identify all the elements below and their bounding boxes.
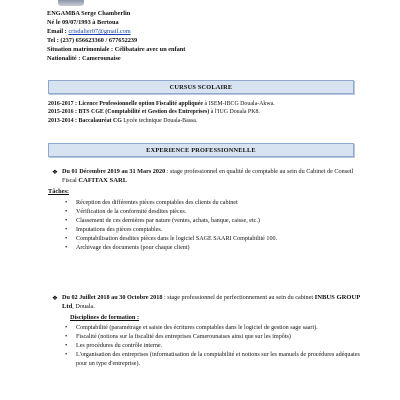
- section-header-cursus: CURSUS SCOLAIRE: [48, 80, 354, 94]
- job-location: , Douala.: [72, 302, 95, 310]
- disciplines-heading: Disciplines de formation :: [70, 314, 140, 321]
- nationality: Nationalité : Camerounaise: [47, 55, 121, 63]
- birth-info: Né le 09/07/1993 à Bertoua: [47, 19, 119, 27]
- list-item: • Comptabilité (paramétrage et saisie des écritures comptables dans le logiciel de gestion sage saari).: [62, 324, 362, 333]
- job-entry: [52, 294, 362, 312]
- email-line: [47, 27, 347, 36]
- disciplines-list: [62, 324, 362, 369]
- list-item: • Imputations des pièces comptables.: [62, 226, 362, 235]
- profile-photo: [58, 0, 84, 6]
- company-name: INBUS GROUP Ltd: [62, 294, 360, 310]
- email-label: Email :: [47, 28, 67, 36]
- phone-line: Tel : (237) 656623360 / 677652239: [47, 37, 138, 45]
- education-item: 2016-2017 : Licence Professionnelle option Fiscalité appliquée à ISEM-IBCG Douala-Akwa.: [48, 101, 275, 107]
- candidate-name: ENGAMBA Serge Chamberlin: [47, 10, 131, 17]
- tasks-heading: Tâches:: [48, 188, 69, 195]
- job-entry: [52, 168, 362, 186]
- list-item: • Réception des différentes pièces comptables des clients du cabinet: [62, 199, 362, 208]
- marital-status: Situation matrimoniale : Célibataire avec un enfant: [47, 46, 186, 54]
- job-period: Du 02 Juillet 2018 au 30 Octobre 2018: [62, 294, 163, 301]
- job-period: Du 01 Décembre 2019 au 31 Mars 2020: [62, 168, 166, 175]
- diamond-bullet-icon: ❖: [52, 169, 58, 176]
- list-item: • L'organisation des entreprises (informatisation de la comptabilité et notions sur les manuels de procédures adéquates pour un type d'entreprise).: [62, 351, 362, 369]
- list-item: • Les procédures du contrôle interne.: [62, 342, 362, 351]
- email-link[interactable]: crisdalier07@gmail.com: [68, 28, 131, 36]
- list-item: • Classement de ces dernières par nature (ventes, achats, banque, caisse, etc.): [62, 217, 362, 226]
- education-item: 2013-2014 : Baccalauréat CG Lycée technique Douala-Bassa.: [48, 117, 198, 124]
- education-item: 2015-2016 : BTS CGE (Comptabilité et Gestion des Entreprises) à l'IUG Douala PK8.: [48, 109, 260, 116]
- section-header-experience: EXPERIENCE PROFESSIONNELLE: [48, 143, 354, 157]
- job-description: : stage professionnel en qualité de comptable au sein du Cabinet de Conseil Fiscal: [62, 168, 354, 184]
- company-name: CAFITAX SARL: [78, 176, 128, 184]
- tasks-list: [62, 199, 362, 252]
- personal-info: [47, 9, 347, 64]
- list-item: • Comptabilisation desdites pièces dans le logiciel SAGE SAARI Comptabilité 100.: [62, 235, 362, 244]
- education-list: [48, 100, 358, 125]
- list-item: • Vérification de la conformité desdites pièces.: [62, 208, 362, 217]
- list-item: • Fiscalité (notions sur la fiscalité des entreprises Camerounaises ainsi que sur les impôts): [62, 333, 362, 342]
- list-item: • Archivage des documents (pour chaque client): [62, 244, 362, 253]
- diamond-bullet-icon: ❖: [52, 295, 58, 302]
- job-description: : stage professionnel de perfectionnement au sein du cabinet: [162, 294, 315, 301]
